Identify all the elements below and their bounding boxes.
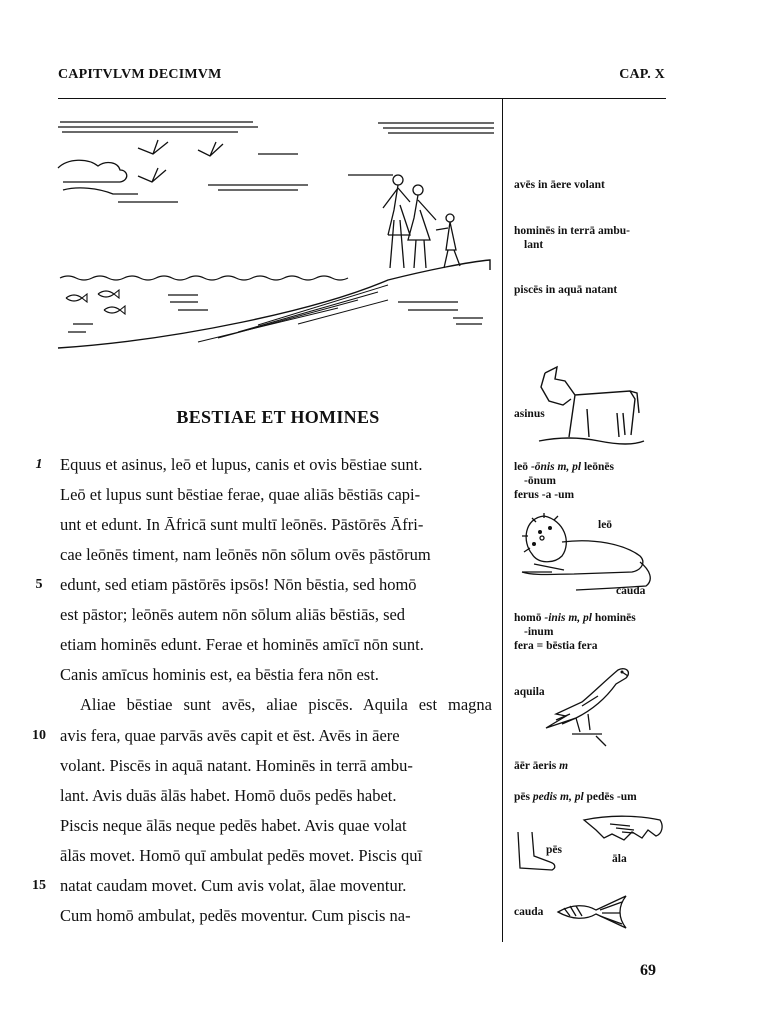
text-line: natat caudam movet. Cum avis volat, ālae moventur. [60, 876, 407, 895]
note-pisces: piscēs in aquā natant [514, 284, 618, 296]
running-head-chapter: CAPITVLVM DECIMVM [58, 67, 222, 82]
text-line: Cum homō ambulat, pedēs moventur. Cum piscis na- [60, 906, 411, 925]
note-ferus: ferus -a -um [514, 489, 575, 501]
line-number-15: 15 [32, 878, 46, 893]
text-line: Equus et asinus, leō et lupus, canis et ovis bēstiae sunt. [60, 455, 423, 474]
text-line: Aliae bēstiae sunt avēs, aliae piscēs. Aquila est magna [80, 695, 492, 714]
eagle-illustration [536, 662, 636, 752]
note-aves: avēs in āere volant [514, 179, 605, 191]
label-aquila: aquila [514, 686, 545, 698]
note-homo-gen-pl: -inum [524, 626, 554, 638]
label-ala: āla [612, 853, 627, 865]
text-line: est pāstor; leōnēs autem nōn sōlum aliās bēstiās, sed [60, 605, 406, 624]
lesson-title: BESTIAE ET HOMINES [176, 407, 380, 427]
note-homines: hominēs in terrā ambu- [514, 225, 630, 237]
text-line: volant. Piscēs in aquā natant. Hominēs in terrā ambu- [60, 756, 413, 775]
note-homines-cont: lant [524, 239, 544, 251]
donkey-illustration [535, 365, 645, 450]
label-cauda-fish: cauda [514, 906, 544, 918]
text-line: Piscis neque ālās neque pedēs habet. Avis quae volat [60, 816, 407, 835]
text-line: lant. Avis duās ālās habet. Homō duōs pedēs habet. [60, 786, 397, 805]
text-line: Canis amīcus hominis est, ea bēstia fera nōn est. [60, 665, 379, 684]
text-line: etiam hominēs edunt. Ferae et hominēs amīcī nōn sunt. [60, 635, 424, 654]
fish-tail-illustration [556, 892, 636, 932]
text-line: ālās movet. Homō quī ambulat pedēs movet. Piscis quī [60, 846, 423, 865]
text-line: unt et edunt. In Āfricā sunt multī leōnēs. Pāstōrēs Āfri- [60, 515, 424, 534]
foot-wing-illustration [512, 812, 667, 882]
text-line: avis fera, quae parvās avēs capit et ēst. Avēs in āere [60, 726, 400, 745]
running-head-cap: CAP. X [619, 67, 665, 82]
line-number-1: 1 [35, 457, 43, 472]
text-line: Leō et lupus sunt bēstiae ferae, quae aliās bēstiās capi- [60, 485, 421, 504]
note-pes: pēs pedis m, pl pedēs -um [514, 791, 637, 803]
label-asinus: asinus [514, 408, 545, 420]
header-rule [58, 98, 666, 99]
page-number: 69 [640, 962, 656, 979]
note-aer: āēr āeris m [514, 760, 569, 772]
label-pes: pēs [546, 844, 562, 856]
line-number-5: 5 [35, 577, 43, 592]
note-leo-gen-pl: -ōnum [524, 475, 556, 487]
label-leo: leō [598, 519, 613, 531]
note-fera: fera = bēstia fera [514, 640, 598, 652]
note-homo-decl: homō -inis m, pl hominēs [514, 612, 636, 624]
scene-illustration [58, 110, 498, 355]
text-line: cae leōnēs timent, nam leōnēs nōn sōlum ovēs pāstōrum [60, 545, 431, 564]
text-line: edunt, sed etiam pāstōrēs ipsōs! Nōn bēstia, sed homō [60, 575, 417, 594]
note-leo-decl: leō -ōnis m, pl leōnēs [514, 461, 615, 473]
line-number-10: 10 [32, 728, 46, 743]
column-rule [502, 99, 503, 942]
label-cauda-lion: cauda [616, 585, 646, 597]
